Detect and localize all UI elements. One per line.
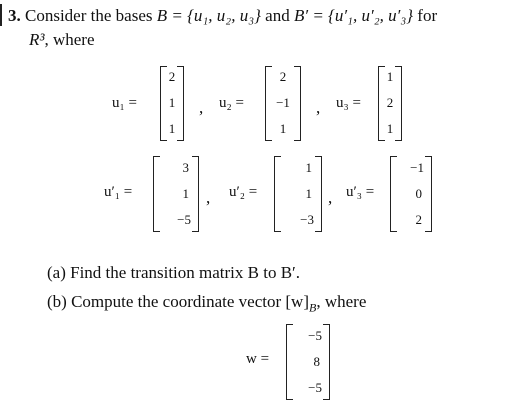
basis-b-prime: B′ = {u′₁, u′₂, u′₃}	[293, 6, 414, 25]
vector-entry: −1	[276, 95, 290, 110]
vector-label-u2-prime: u′₂ =	[229, 184, 258, 200]
vector-entry: 1	[168, 121, 176, 136]
problem-statement-line1	[8, 6, 437, 26]
separator-comma: ,	[316, 98, 321, 117]
vector-label-w: w =	[246, 351, 270, 367]
vector-entry: 2	[415, 212, 422, 227]
vector-entry: −1	[410, 160, 424, 175]
where-text: , where	[44, 30, 95, 49]
vector-entry: −3	[300, 212, 314, 227]
vector-entry: 2	[279, 69, 287, 84]
vector-entry: 0	[415, 186, 422, 201]
vector-entry: 2	[386, 95, 394, 110]
vector-entry: −5	[308, 328, 322, 343]
vector-label-u3: u₃ =	[336, 95, 361, 111]
vector-u1	[160, 66, 184, 141]
separator-comma: ,	[206, 188, 211, 207]
vector-label-u1: u₁ =	[112, 95, 137, 111]
vector-label-u1-prime: u′₁ =	[104, 184, 133, 200]
part-a-text: (a) Find the transition matrix B to B′.	[47, 263, 301, 282]
vector-entry: 1	[305, 186, 312, 201]
vector-entry: 1	[386, 69, 394, 84]
separator-comma: ,	[328, 188, 333, 207]
vector-u2-prime	[274, 156, 322, 232]
vector-entry: 1	[168, 95, 176, 110]
text-cursor	[0, 4, 2, 26]
problem-number: 3.	[8, 6, 21, 25]
vector-entry: −5	[177, 212, 191, 227]
part-b-text	[47, 292, 366, 317]
intro-text: Consider the bases	[25, 6, 153, 25]
vector-w	[286, 324, 330, 400]
separator-comma: ,	[199, 98, 204, 117]
part-b-main: (b) Compute the coordinate vector [w]	[47, 292, 309, 311]
and-text: and	[265, 6, 290, 25]
vector-entry: 2	[168, 69, 176, 84]
vector-u2	[265, 66, 301, 141]
vector-entry: 1	[279, 121, 287, 136]
vector-entry: 1	[305, 160, 312, 175]
basis-b: B = {u₁, u₂, u₃}	[156, 6, 261, 25]
vector-u3-prime	[390, 156, 432, 232]
vector-label-u3-prime: u′₃ =	[346, 184, 375, 200]
vector-entry: −5	[308, 380, 322, 395]
vector-entry: 1	[386, 121, 394, 136]
vector-u3	[378, 66, 402, 141]
for-text: for	[417, 6, 438, 25]
vector-entry: 3	[182, 160, 189, 175]
vector-u1-prime	[153, 156, 199, 232]
problem-statement-line2	[29, 30, 95, 50]
part-b-subscript: B	[309, 300, 317, 315]
vector-entry: 1	[182, 186, 189, 201]
part-b-tail: , where	[316, 292, 367, 311]
space-r3: R³	[29, 30, 45, 49]
vector-entry: 8	[313, 354, 320, 369]
vector-label-u2: u₂ =	[219, 95, 244, 111]
